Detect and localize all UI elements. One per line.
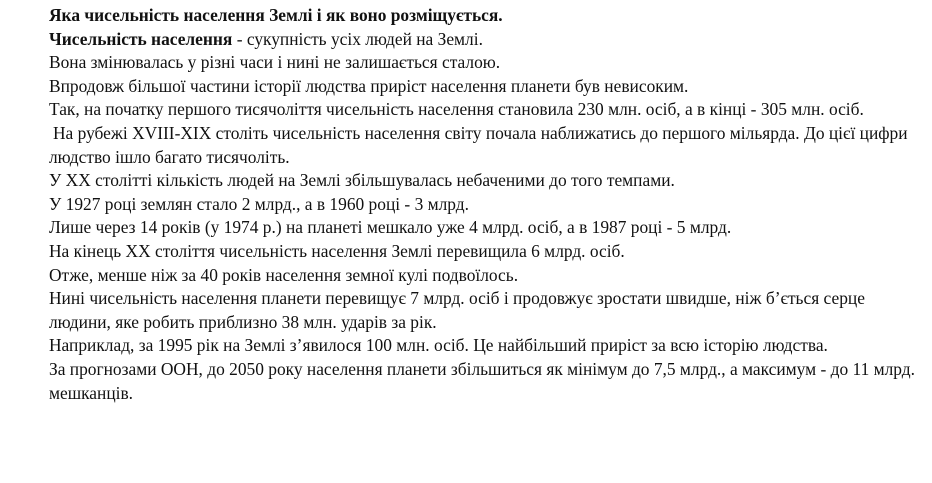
paragraph-2: Впродовж більшої частини історії людства приріст населення планети був невисоким. <box>49 75 689 96</box>
document-title: Яка чисельність населення Землі і як воно розміщується. <box>49 5 503 25</box>
paragraph-12: За прогнозами ООН, до 2050 року населення планети збільшиться як мінімум до 7,5 млрд., а максимум - до 11 млрд. мешканців. <box>49 358 915 403</box>
paragraph-10: Нині чисельність населення планети перевищує 7 млрд. осіб і продовжує зростати швидше, ніж б’ється серце людини, яке робить приблизно 38 млн. ударів за рік. <box>49 288 865 332</box>
document-body <box>49 4 919 405</box>
paragraph-1: Вона змінювалась у різні часи і нині не залишається сталою. <box>49 52 501 73</box>
paragraph-7: Лише через 14 років (у 1974 р.) на планеті мешкало уже 4 млрд. осіб, а в 1987 році - 5 млрд. <box>49 217 732 238</box>
paragraph-9: Отже, менше ніж за 40 років населення земної кулі подвоїлось. <box>49 264 519 285</box>
paragraph-6: У 1927 році землян стало 2 млрд., а в 1960 році - 3 млрд. <box>49 193 469 214</box>
definition-text: - сукупність усіх людей на Землі. <box>232 28 483 49</box>
definition-paragraph <box>49 28 919 52</box>
paragraph-8: На кінець XX століття чисельність населення Землі перевищила 6 млрд. осіб. <box>49 240 625 261</box>
paragraph-3: Так, на початку першого тисячоліття чисельність населення становила 230 млн. осіб, а в кінці - 305 млн. осіб. <box>49 99 864 120</box>
definition-term: Чисельність населення <box>49 28 233 49</box>
paragraph-5: У XX столітті кількість людей на Землі збільшувалась небаченими до того темпами. <box>49 170 675 191</box>
paragraph-11: Наприклад, за 1995 рік на Землі з’явилося 100 млн. осіб. Це найбільший приріст за всю історію людства. <box>49 335 828 356</box>
paragraph-4: На рубежі XVIII-XIX століть чисельність населення світу почала наближатись до першого мільярда. До цієї цифри людство ішло багато тисячоліть. <box>49 122 908 167</box>
